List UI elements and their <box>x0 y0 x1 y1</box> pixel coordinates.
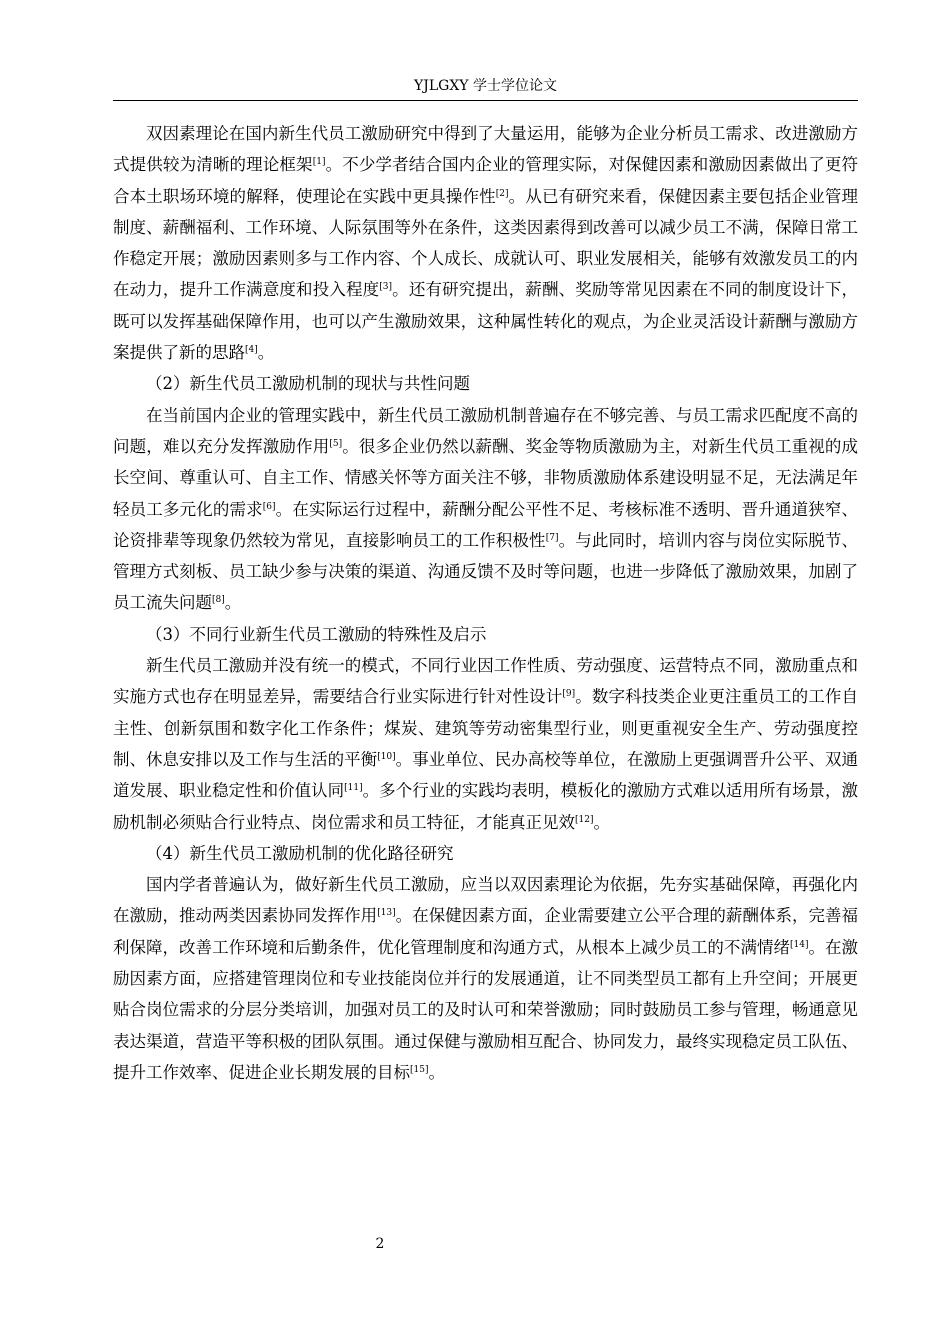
paragraph-text: 。与此同时，培训内容与岗位实际脱节、管理方式刻板、员工缺少参与决策的渠道、沟通反馈不及时等问题，也进一步降低了激励效果，加剧了员工流失问题 <box>113 530 859 613</box>
citation-ref: [6] <box>262 501 276 512</box>
citation-ref: [3] <box>379 282 393 293</box>
citation-ref: [7] <box>545 532 559 543</box>
paragraph-text: 。在激励因素方面，应搭建管理岗位和专业技能岗位并行的发展通道，让不同类型员工都有上升空间；开展更贴合岗位需求的分层分类培训，加强对员工的及时认可和荣誉激励；同时鼓励员工参与管理，畅通意见表达渠道，营造平等积极的团队氛围。通过保健与激励相互配合、协同发力，最终实现稳定员工队伍、提升工作效率、促进企业长期发展的目标 <box>113 937 859 1082</box>
citation-ref: [10] <box>377 751 396 762</box>
citation-ref: [8] <box>212 595 225 606</box>
section-heading <box>113 619 858 650</box>
citation-ref: [9] <box>562 689 576 700</box>
citation-ref: [11] <box>344 783 363 794</box>
page-number: 2 <box>375 1236 385 1252</box>
paragraph-text: 。还有研究提出，薪酬、奖励等常见因素在不同的制度设计下，既可以发挥基础保障作用，也可以产生激励效果，这种属性转化的观点，为企业灵活设计薪酬与激励方案提供了新的思路 <box>113 280 859 363</box>
section-heading <box>113 838 858 869</box>
citation-ref: [12] <box>575 814 594 825</box>
body-paragraph <box>113 118 858 368</box>
paragraph-text: 。多个行业的实践均表明，模板化的激励方式难以适用所有场景，激励机制必须贴合行业特点、岗位需求和员工特征，才能真正见效 <box>113 781 859 832</box>
heading-text: （3）不同行业新生代员工激励的特殊性及启示 <box>146 624 487 644</box>
paragraph-text: 。 <box>428 1062 445 1082</box>
body-paragraph <box>113 400 858 619</box>
citation-ref: [5] <box>329 438 343 449</box>
paragraph-text: 。从已有研究来看，保健因素主要包括企业管理制度、薪酬福利、工作环境、人际氛围等外在条件，这类因素得到改善可以减少员工不满，保障日常工作稳定开展；激励因素则多与工作内容、个人成长、成就认可、职业发展相关，能够有效激发员工的内在动力，提升工作满意度和投入程度 <box>113 186 859 300</box>
paragraph-text: 。在保健因素方面，企业需要建立公平合理的薪酬体系，完善福利保障，改善工作环境和后勤条件，优化管理制度和沟通方式，从根本上减少员工的不满情绪 <box>113 906 858 957</box>
heading-text: （4）新生代员工激励机制的优化路径研究 <box>146 843 454 863</box>
header-rule <box>113 100 858 101</box>
citation-ref: [15] <box>410 1064 429 1075</box>
paragraph-text: 在当前国内企业的管理实践中，新生代员工激励机制普遍存在不够完善、与员工需求匹配度不高的问题，难以充分发挥激励作用 <box>113 405 858 456</box>
citation-ref: [13] <box>377 908 396 919</box>
section-heading <box>113 368 858 399</box>
citation-ref: [4] <box>245 345 258 356</box>
paragraph-text: 。在实际运行过程中，薪酬分配公平性不足、考核标准不透明、晋升通道狭窄、论资排辈等现象仍然较为常见，直接影响员工的工作积极性 <box>113 499 859 550</box>
paragraph-text: 。 <box>224 593 242 613</box>
running-header: YJLGXY 学士学位论文 <box>414 78 557 94</box>
paragraph-text: 。不少学者结合国内企业的管理实际，对保健因素和激励因素做出了更符合本土职场环境的解释，使理论在实践中更具操作性 <box>113 155 859 206</box>
citation-ref: [14] <box>789 939 809 950</box>
paragraph-text: 。很多企业仍然以薪酬、奖金等物质激励为主，对新生代员工重视的成长空间、尊重认可、自主工作、情感关怀等方面关注不够，非物质激励体系建设明显不足，无法满足年轻员工多元化的需求 <box>113 436 859 519</box>
citation-ref: [2] <box>495 188 509 199</box>
paragraph-text: 。 <box>593 812 610 832</box>
paragraph-text: 新生代员工激励并没有统一的模式，不同行业因工作性质、劳动强度、运营特点不同，激励重点和实施方式也存在明显差异，需要结合行业实际进行针对性设计 <box>113 656 858 707</box>
paragraph-text: 国内学者普遍认为，做好新生代员工激励，应当以双因素理论为依据，先夯实基础保障，再强化内在激励，推动两类因素协同发挥作用 <box>113 875 858 926</box>
paragraph-text: 。事业单位、民办高校等单位，在激励上更强调晋升公平、双通道发展、职业稳定性和价值认同 <box>113 749 858 801</box>
body-paragraph <box>113 869 858 1088</box>
body-paragraph <box>113 650 858 838</box>
paragraph-text: 。 <box>257 343 275 363</box>
heading-text: （2）新生代员工激励机制的现状与共性问题 <box>146 374 470 394</box>
body-text <box>113 118 858 1088</box>
citation-ref: [1] <box>312 157 326 168</box>
paragraph-text: 。数字科技类企业更注重员工的工作自主性、创新氛围和数字化工作条件；煤炭、建筑等劳动密集型行业，则更重视安全生产、劳动强度控制、休息安排以及工作与生活的平衡 <box>113 687 859 769</box>
paragraph-text: 双因素理论在国内新生代员工激励研究中得到了大量运用，能够为企业分析员工需求、改进激励方式提供较为清晰的理论框架 <box>113 124 858 175</box>
